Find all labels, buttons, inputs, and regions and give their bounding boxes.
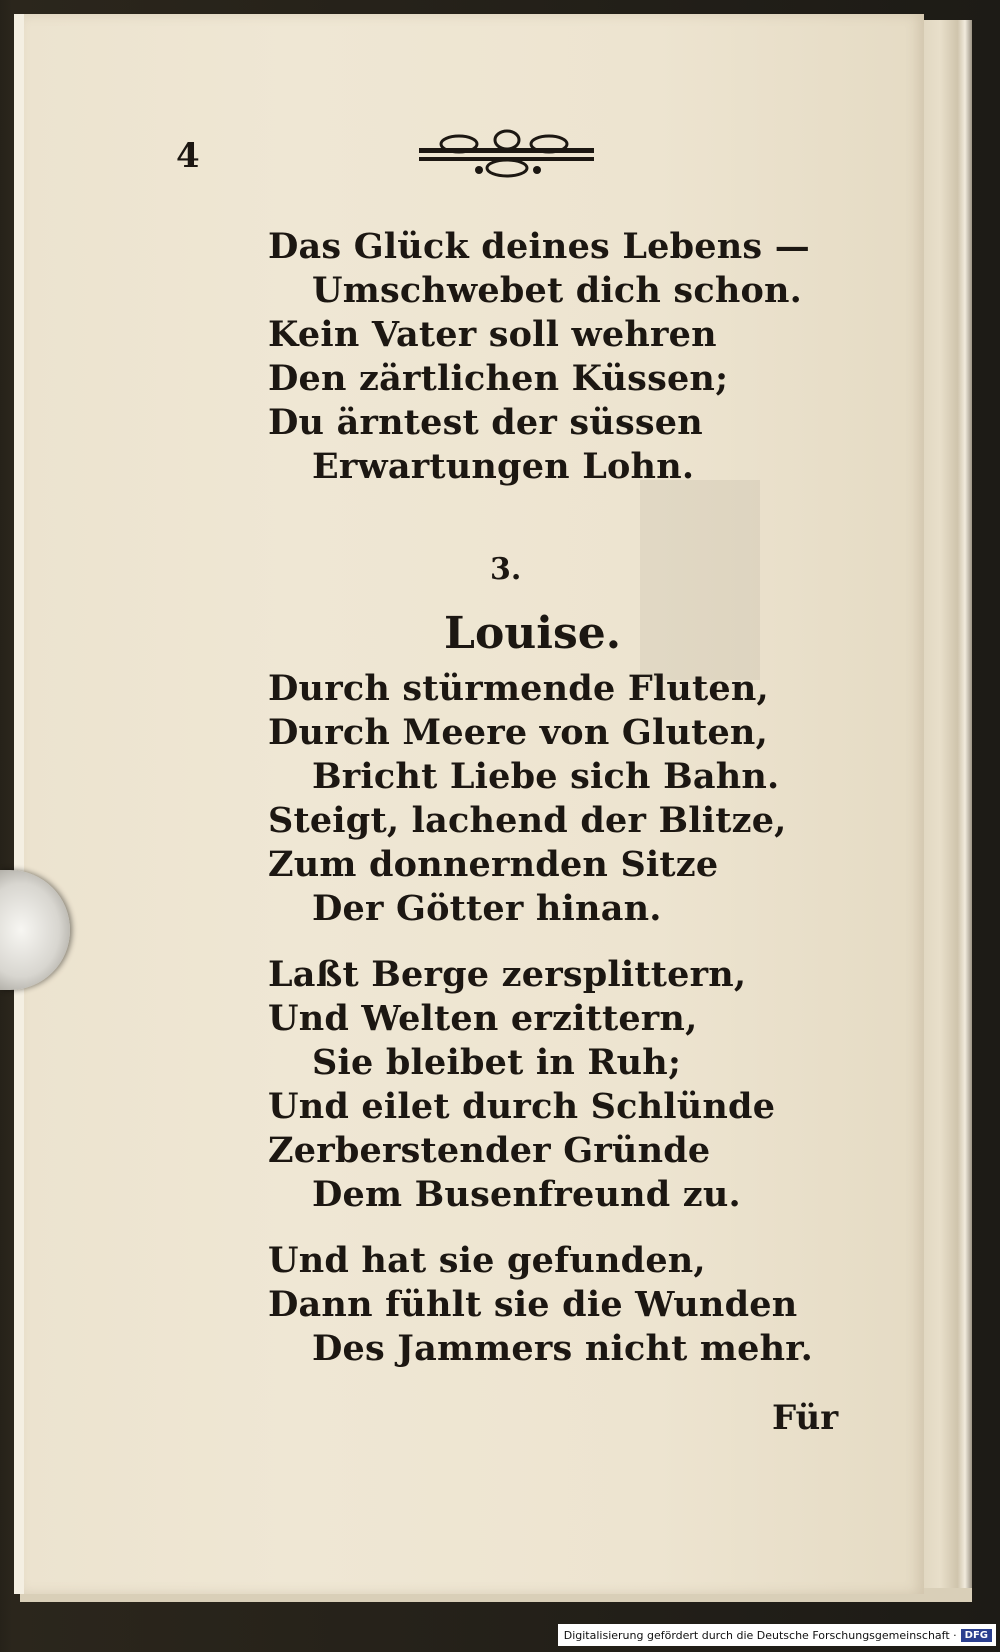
verse-line: Durch stürmende Fluten, [268, 668, 769, 709]
verse-line: Zerberstender Gründe [268, 1130, 711, 1171]
verse-line: Zum donnernden Sitze [268, 844, 719, 885]
verse-line: Der Götter hinan. [312, 888, 662, 929]
verse-line: Dem Busenfreund zu. [312, 1174, 741, 1215]
verse-line: Und eilet durch Schlünde [268, 1086, 776, 1127]
verse-line: Steigt, lachend der Blitze, [268, 800, 787, 841]
verse-line: Des Jammers nicht mehr. [312, 1328, 814, 1369]
verse-line: Durch Meere von Gluten, [268, 712, 768, 753]
page-content [14, 14, 914, 1594]
verse-line: Dann fühlt sie die Wunden [268, 1284, 798, 1325]
verse-line: Und Welten erzittern, [268, 998, 698, 1039]
credit-text: Digitalisierung gefördert durch die Deutsche Forschungsgemeinschaft · [563, 1628, 957, 1642]
verse-line: Und hat sie gefunden, [268, 1240, 706, 1281]
verse-line: Bricht Liebe sich Bahn. [312, 756, 780, 797]
catchword: Für [772, 1398, 839, 1438]
section-title: Louise. [444, 608, 622, 659]
digitization-credit [558, 1624, 996, 1646]
verse-line: Den zärtlichen Küssen; [268, 358, 729, 399]
page-number: 4 [176, 136, 200, 176]
verse-line: Umschwebet dich schon. [312, 270, 803, 311]
verse-line: Kein Vater soll wehren [268, 314, 717, 355]
verse-line: Laßt Berge zersplittern, [268, 954, 747, 995]
section-number: 3. [490, 552, 522, 587]
verse-line: Das Glück deines Lebens — [268, 226, 810, 267]
ornament-icon [419, 126, 594, 180]
verse-line: Erwartungen Lohn. [312, 446, 695, 487]
dfg-logo: DFG [961, 1629, 992, 1642]
verse-line: Du ärntest der süssen [268, 402, 703, 443]
verse-line: Sie bleibet in Ruh; [312, 1042, 682, 1083]
